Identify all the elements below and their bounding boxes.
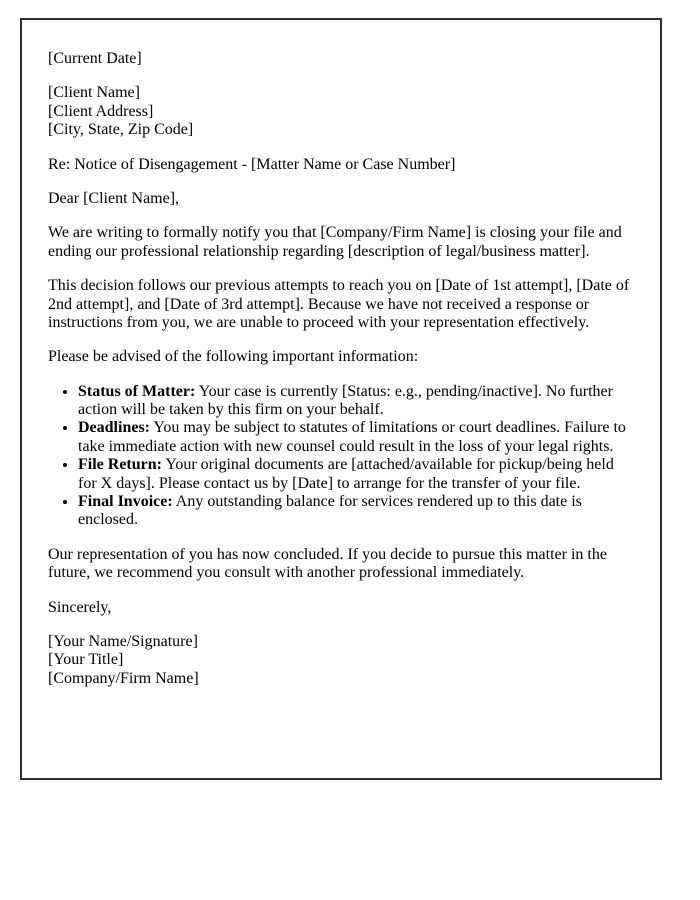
list-item-label: Final Invoice: bbox=[78, 493, 173, 511]
list-item-label: Status of Matter: bbox=[78, 382, 196, 400]
signature-title-line: [Your Title] bbox=[48, 651, 124, 669]
list-item-text: Your case is currently [Status: e.g., pending/inactive]. No further action will be taken by this firm on your behalf. bbox=[78, 382, 613, 419]
signature-company-line: [Company/Firm Name] bbox=[48, 669, 199, 687]
body-paragraph-advisory-intro: Please be advised of the following important information: bbox=[48, 348, 419, 366]
signature-block bbox=[48, 633, 634, 688]
body-paragraph-notice: We are writing to formally notify you that [Company/Firm Name] is closing your file and ending our professional relationship regarding [description of legal/business matter]. bbox=[48, 224, 622, 260]
letter-page-frame bbox=[20, 18, 662, 780]
recipient-address-block bbox=[48, 84, 634, 139]
date-line: [Current Date] bbox=[48, 50, 142, 67]
list-item-text: You may be subject to statutes of limitations or court deadlines. Failure to take immediate action with new counsel could result in the loss of your legal rights. bbox=[78, 419, 626, 455]
valediction: Sincerely, bbox=[48, 598, 112, 616]
important-information-list bbox=[48, 383, 634, 530]
subject-line: Re: Notice of Disengagement - [Matter Name or Case Number] bbox=[48, 155, 456, 173]
list-item-deadlines bbox=[78, 419, 634, 456]
body-paragraph-attempts: This decision follows our previous attempts to reach you on [Date of 1st attempt], [Date of 2nd attempt], and [Date of 3rd attempt]. Because we have not received a response or instructions from you, we are unable to proceed with your representation effectively. bbox=[48, 277, 630, 331]
list-item-status-of-matter bbox=[78, 383, 634, 420]
list-item-file-return bbox=[78, 456, 634, 493]
list-item-text: Any outstanding balance for services rendered up to this date is enclosed. bbox=[78, 493, 582, 529]
list-item-final-invoice bbox=[78, 493, 634, 530]
recipient-name-line: [Client Name] bbox=[48, 84, 140, 102]
list-item-label: Deadlines: bbox=[78, 419, 150, 437]
list-item-label: File Return: bbox=[78, 456, 162, 474]
recipient-address-line: [Client Address] bbox=[48, 102, 154, 120]
signature-name-line: [Your Name/Signature] bbox=[48, 632, 198, 650]
salutation: Dear [Client Name], bbox=[48, 189, 180, 207]
closing-paragraph: Our representation of you has now concluded. If you decide to pursue this matter in the future, we recommend you consult with another professional immediately. bbox=[48, 545, 607, 582]
recipient-city-state-zip-line: [City, State, Zip Code] bbox=[48, 121, 194, 139]
list-item-text: Your original documents are [attached/available for pickup/being held for X days]. Please contact us by [Date] to arrange for the transfer of your file. bbox=[78, 456, 614, 492]
